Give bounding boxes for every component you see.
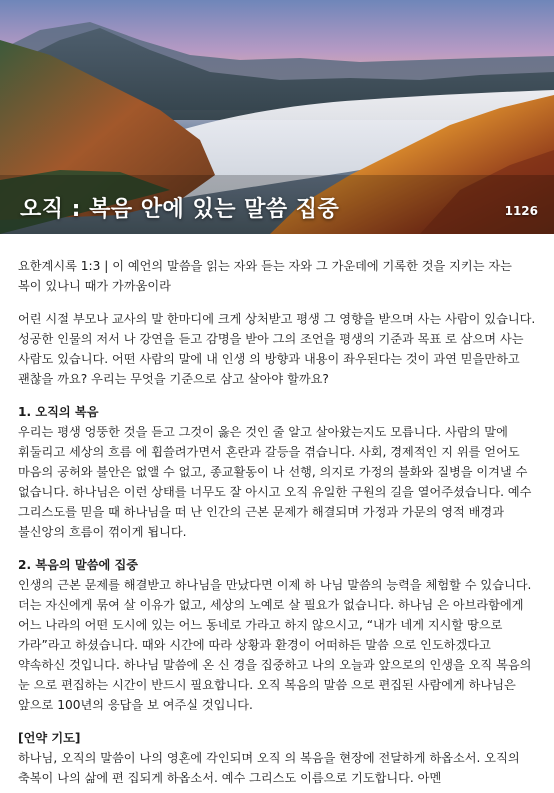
section-1 xyxy=(18,402,536,542)
section-2-heading: 2. 복음의 말씀에 집중 xyxy=(18,558,139,572)
intro-paragraph: 어린 시절 부모나 교사의 말 한마디에 크게 상처받고 평생 그 영향을 받으며 사는 사람이 있습니다. 성공한 인물의 저서 나 강연을 듣고 감명을 받아 그의 조언을 평생의 기준과 목표 로 삼으며 사는 사람도 있습니다. 어떤 사람의 말에 내 인생 의 방향과 내용이 좌우된다는 것이 과연 믿을만하고 괜찮을 까요? 우리는 무엇을 기준으로 삼고 살아야 할까요? xyxy=(18,312,536,386)
prayer-heading: [언약 기도] xyxy=(18,731,81,745)
prayer-section xyxy=(18,728,536,788)
scripture-verse: 요한계시록 1:3 | 이 예언의 말씀을 읽는 자와 듣는 자와 그 가운데에 기록한 것을 지키는 자는 복이 있나니 때가 가까움이라 xyxy=(18,259,512,293)
header-banner xyxy=(0,0,554,234)
section-1-heading: 1. 오직의 복음 xyxy=(18,405,99,419)
section-1-text: 우리는 평생 엉뚱한 것을 듣고 그것이 옳은 것인 줄 알고 살아왔는지도 모릅니다. 사람의 말에 휘둘리고 세상의 흐름 에 휩쓸려가면서 혼란과 갈등을 겪습니다. 사회, 경제적인 지 위를 얻어도 마음의 공허와 불안은 없앨 수 없고, 종교활동이 나 선행, 의지로 가정의 불화와 질병을 이겨낼 수 없습니다. 하나님은 이런 상태를 너무도 잘 아시고 오직 유일한 구원의 길을 열어주셨습니다. 예수 그리스도를 믿을 때 하나님을 떠 난 인간의 근본 문제가 해결되며 가정과 가문의 영적 배경과 불신앙의 흐름이 꺾이게 됩니다. xyxy=(18,425,532,539)
article-body xyxy=(0,234,554,788)
prayer-text: 하나님, 오직의 말씀이 나의 영혼에 각인되며 오직 의 복음을 현장에 전달하게 하옵소서. 오직의 축복이 나의 삶에 편 집되게 하옵소서. 예수 그리스도 이름으로 기도합니다. 아멘 xyxy=(18,751,520,785)
section-2 xyxy=(18,555,536,715)
section-2-text: 인생의 근본 문제를 해결받고 하나님을 만났다면 이제 하 나님 말씀의 능력을 체험할 수 있습니다. 더는 자신에게 묶여 살 이유가 없고, 세상의 노예로 살 필요가 없습니다. 하나님 은 아브라함에게 어느 나라의 어떤 도시에 있는 어느 동네로 가라고 하지 않으시고, “내가 네게 지시할 땅으로 가라”라고 하셨습니다. 때와 시간에 따라 상황과 환경이 어떠하든 말씀 으로 인도하겠다고 약속하신 것입니다. 하나님 말씀에 온 신 경을 집중하고 나의 오늘과 앞으로의 인생을 오직 복음의 눈 으로 편집하는 시간이 반드시 필요합니다. 오직 복음의 말씀 으로 편집된 사람에게 하나님은 앞으로 100년의 응답을 보 여주실 것입니다. xyxy=(18,578,532,712)
page-number: 1126 xyxy=(504,204,538,218)
page-title: 오직 : 복음 안에 있는 말씀 집중 xyxy=(20,197,340,222)
